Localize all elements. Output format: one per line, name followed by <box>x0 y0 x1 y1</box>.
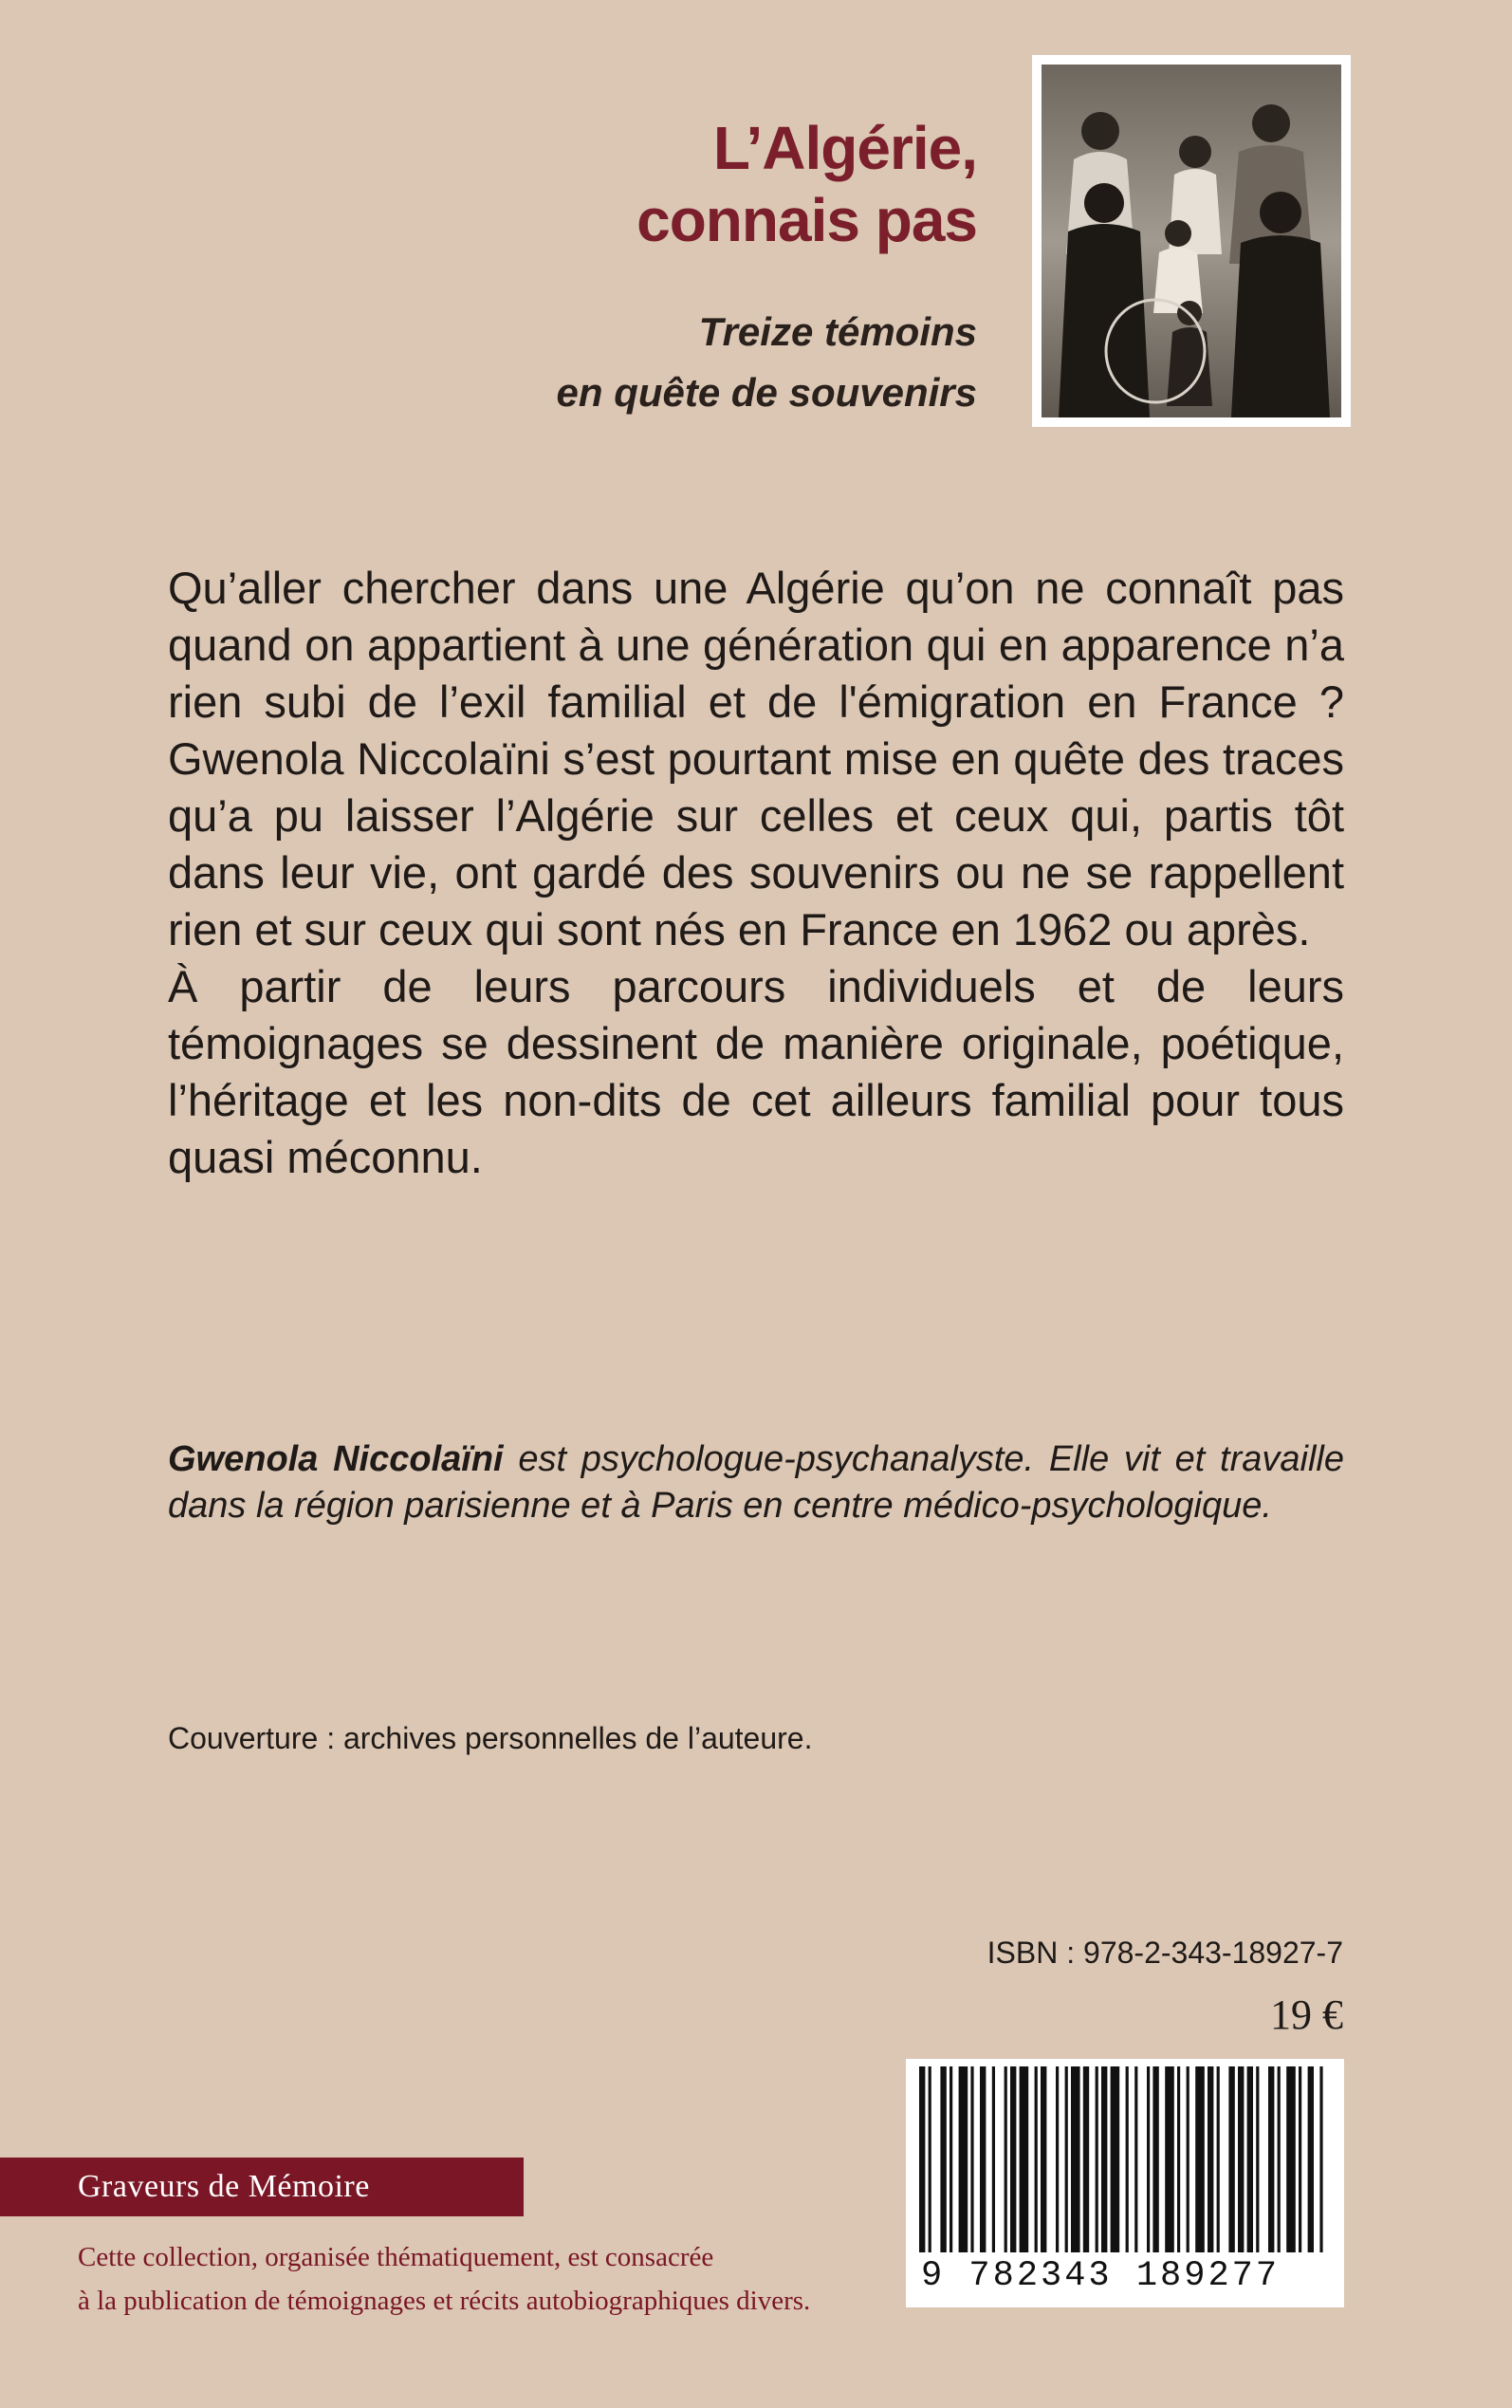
summary-paragraph-2: À partir de leurs parcours individuels et de leurs témoignages se dessinent de manière originale, poétique, l’héritage et les non-dits de cet ailleurs familial pour tous quasi méconnu. <box>168 961 1344 1182</box>
barcode-bar <box>1268 2066 1274 2252</box>
author-bio <box>168 1436 1344 1529</box>
barcode-bar <box>1020 2066 1029 2252</box>
collection-name: Graveurs de Mémoire <box>0 2158 524 2216</box>
book-title <box>636 112 977 256</box>
barcode-bars <box>919 2066 1331 2252</box>
barcode-bar <box>1005 2066 1007 2252</box>
isbn: ISBN : 978-2-343-18927-7 <box>986 1936 1343 1970</box>
book-subtitle <box>557 302 977 423</box>
family-photo-image <box>1042 65 1341 417</box>
collection-description-line-1: Cette collection, organisée thématiquement, est consacrée <box>78 2242 714 2272</box>
barcode-bar <box>1195 2066 1205 2252</box>
barcode-bar <box>1035 2066 1038 2252</box>
book-subtitle-line-1: Treize témoins <box>698 309 977 354</box>
family-photo <box>1032 55 1351 427</box>
barcode-bar <box>950 2066 952 2252</box>
cover-credit: Couverture : archives personnelles de l’auteure. <box>168 1721 813 1755</box>
barcode-bar <box>1187 2066 1189 2252</box>
barcode-bar <box>1278 2066 1281 2252</box>
book-summary <box>168 560 1344 1186</box>
barcode-bar <box>1165 2066 1174 2252</box>
barcode-bar <box>1147 2066 1150 2252</box>
barcode-bar <box>1228 2066 1234 2252</box>
book-subtitle-line-2: en quête de souvenirs <box>556 370 977 415</box>
book-title-line-1: L’Algérie, <box>712 114 977 182</box>
barcode-bar <box>1134 2066 1137 2252</box>
barcode-bar <box>1056 2066 1059 2252</box>
barcode <box>906 2059 1344 2307</box>
barcode-bar <box>919 2066 925 2252</box>
barcode-bar <box>1071 2066 1080 2252</box>
barcode-bar <box>1256 2066 1259 2252</box>
barcode-bar <box>959 2066 968 2252</box>
barcode-bar <box>1238 2066 1244 2252</box>
author-name: Gwenola Niccolaïni <box>168 1439 504 1479</box>
barcode-bar <box>980 2066 986 2252</box>
barcode-bar <box>940 2066 946 2252</box>
barcode-bar <box>970 2066 973 2252</box>
barcode-bar <box>1065 2066 1068 2252</box>
barcode-bar <box>1299 2066 1301 2252</box>
barcode-bar <box>1010 2066 1016 2252</box>
barcode-bar <box>992 2066 995 2252</box>
barcode-bar <box>1152 2066 1158 2252</box>
barcode-bar <box>1319 2066 1322 2252</box>
barcode-bar <box>1126 2066 1129 2252</box>
barcode-bar <box>929 2066 931 2252</box>
barcode-bar <box>1111 2066 1120 2252</box>
collection-description <box>78 2235 810 2323</box>
author-bio-text: est psychologue-psychanalyste. Elle vit et travaille dans la région parisienne et à Paris en centre médico-psychologique. <box>168 1439 1344 1526</box>
barcode-bar <box>1101 2066 1107 2252</box>
barcode-bar <box>1096 2066 1098 2252</box>
barcode-bar <box>1208 2066 1213 2252</box>
collection-description-line-2: à la publication de témoignages et récits autobiographiques divers. <box>78 2286 811 2316</box>
summary-paragraph-1: Qu’aller chercher dans une Algérie qu’on ne connaît pas quand on appartient à une génération qui en apparence n’a rien subi de l’exil familial et de l'émigration en France ? Gwenola Niccolaïni s’est pourtant mise en quête des traces qu’a pu laisser l’Algérie sur celles et ceux qui, partis tôt dans leur vie, ont gardé des souvenirs ou ne se rappellent rien et sur ceux qui sont nés en France en 1962 ou après. <box>168 563 1344 954</box>
barcode-bar <box>1177 2066 1180 2252</box>
barcode-bar <box>1308 2066 1314 2252</box>
barcode-digits: 9 782343 189277 <box>921 2256 1281 2296</box>
price: 19 € <box>1270 1991 1343 2038</box>
barcode-bar <box>1083 2066 1089 2252</box>
book-title-line-2: connais pas <box>636 186 977 254</box>
barcode-bar <box>1217 2066 1220 2252</box>
barcode-bar <box>1286 2066 1296 2252</box>
barcode-bar <box>1247 2066 1253 2252</box>
barcode-bar <box>1041 2066 1046 2252</box>
